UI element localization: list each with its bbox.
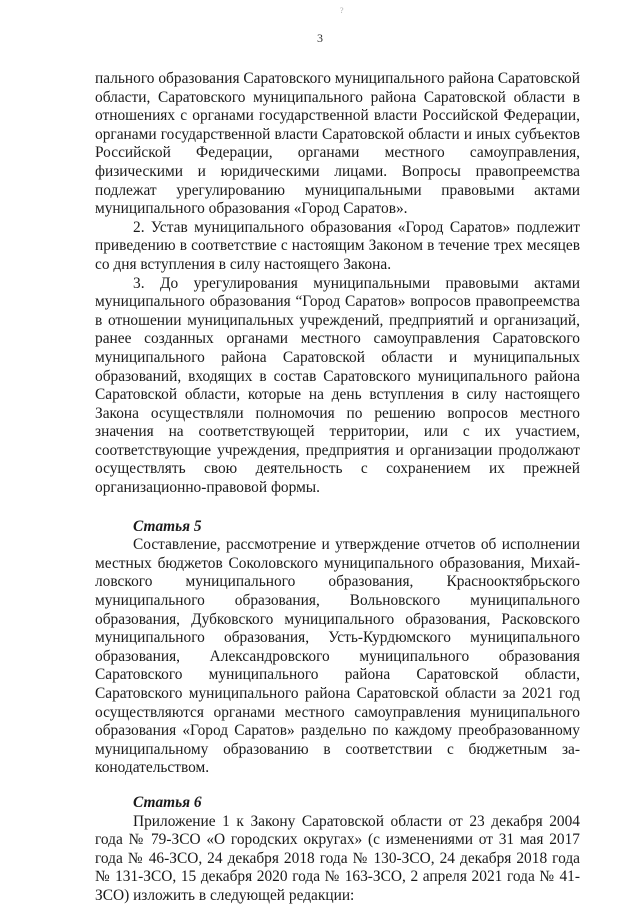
article-5-heading: Статья 5: [133, 517, 202, 535]
page-number: 3: [317, 31, 323, 45]
paragraph-3: 3. До урегулирования муниципальными правовыми актами муниципального образования “Город Саратов» вопросов правопреемства в отношении муниципальных учреждений, предприятий и организаций, ранее созданных органами местного самоуправления Саратовского муниципального района Саратовской области и муниципальных образований, входящих в состав Саратовского муниципального района Саратовской области, которые на день вступления в силу настоящего Закона осуществляли полномочия по решению вопросов местного значения на соответствующей территории, или с их участием, соответствующие учреждения, предприятия и организации продолжают осуществлять свою деятельность с сохранением их прежней организационно-правовой формы.: [95, 274, 580, 497]
article-5-text: Составление, рассмотрение и утверждение отчетов об исполнении местных бюджетов Соколовского муниципального образования, Михайловского муниципального образования, Краснооктябрьского муниципального образования, Вольновского муниципального образования, Дубковского муниципального образования, Расковского муниципального образования, Усть-Курдюмского муниципального образования, Александровского муниципального образования Саратовского муниципального района Саратовской области, Саратовского муниципального района Саратовской области за 2021 год осуществляются органами местного самоуправления муниципального образования «Город Саратов» раздельно по каждому преобразованному муниципальному образованию в соответствии с бюджетным законодательством.: [95, 536, 580, 777]
paragraph-continuation: пального образования Саратовского муниципального района Саратовской области, Саратовского муниципального района Саратовской области в отношениях с органами государственной власти Российской Федерации, органами государственной власти Саратовской области и иных субъектов Российской Федерации, органами местного самоуправления, физическими и юридическими лицами. Вопросы правопреемства подлежат урегулированию муниципальными правовыми актами муниципального образования «Город Саратов».: [95, 70, 580, 218]
paragraph-2: 2. Устав муниципального образования «Город Саратов» подлежит приведению в соответствие с настоящим Законом в течение трех месяцев со дня вступления в силу настоящего Закона.: [95, 218, 580, 273]
document-body: [95, 70, 580, 906]
top-mark: ?: [340, 6, 344, 15]
article-6-heading: Статья 6: [133, 793, 202, 811]
article-6-text: Приложение 1 к Закону Саратовской области от 23 декабря 2004 года № 79-ЗСО «О городских округах» (с изменениями от 31 мая 2017 года № 46-ЗСО, 24 декабря 2018 года № 130-ЗСО, 24 декабря 2018 года № 131-ЗСО, 15 декабря 2020 года № 163-ЗСО, 2 апреля 2021 года № 41-ЗСО) изложить в следующей редакции:: [95, 812, 580, 904]
